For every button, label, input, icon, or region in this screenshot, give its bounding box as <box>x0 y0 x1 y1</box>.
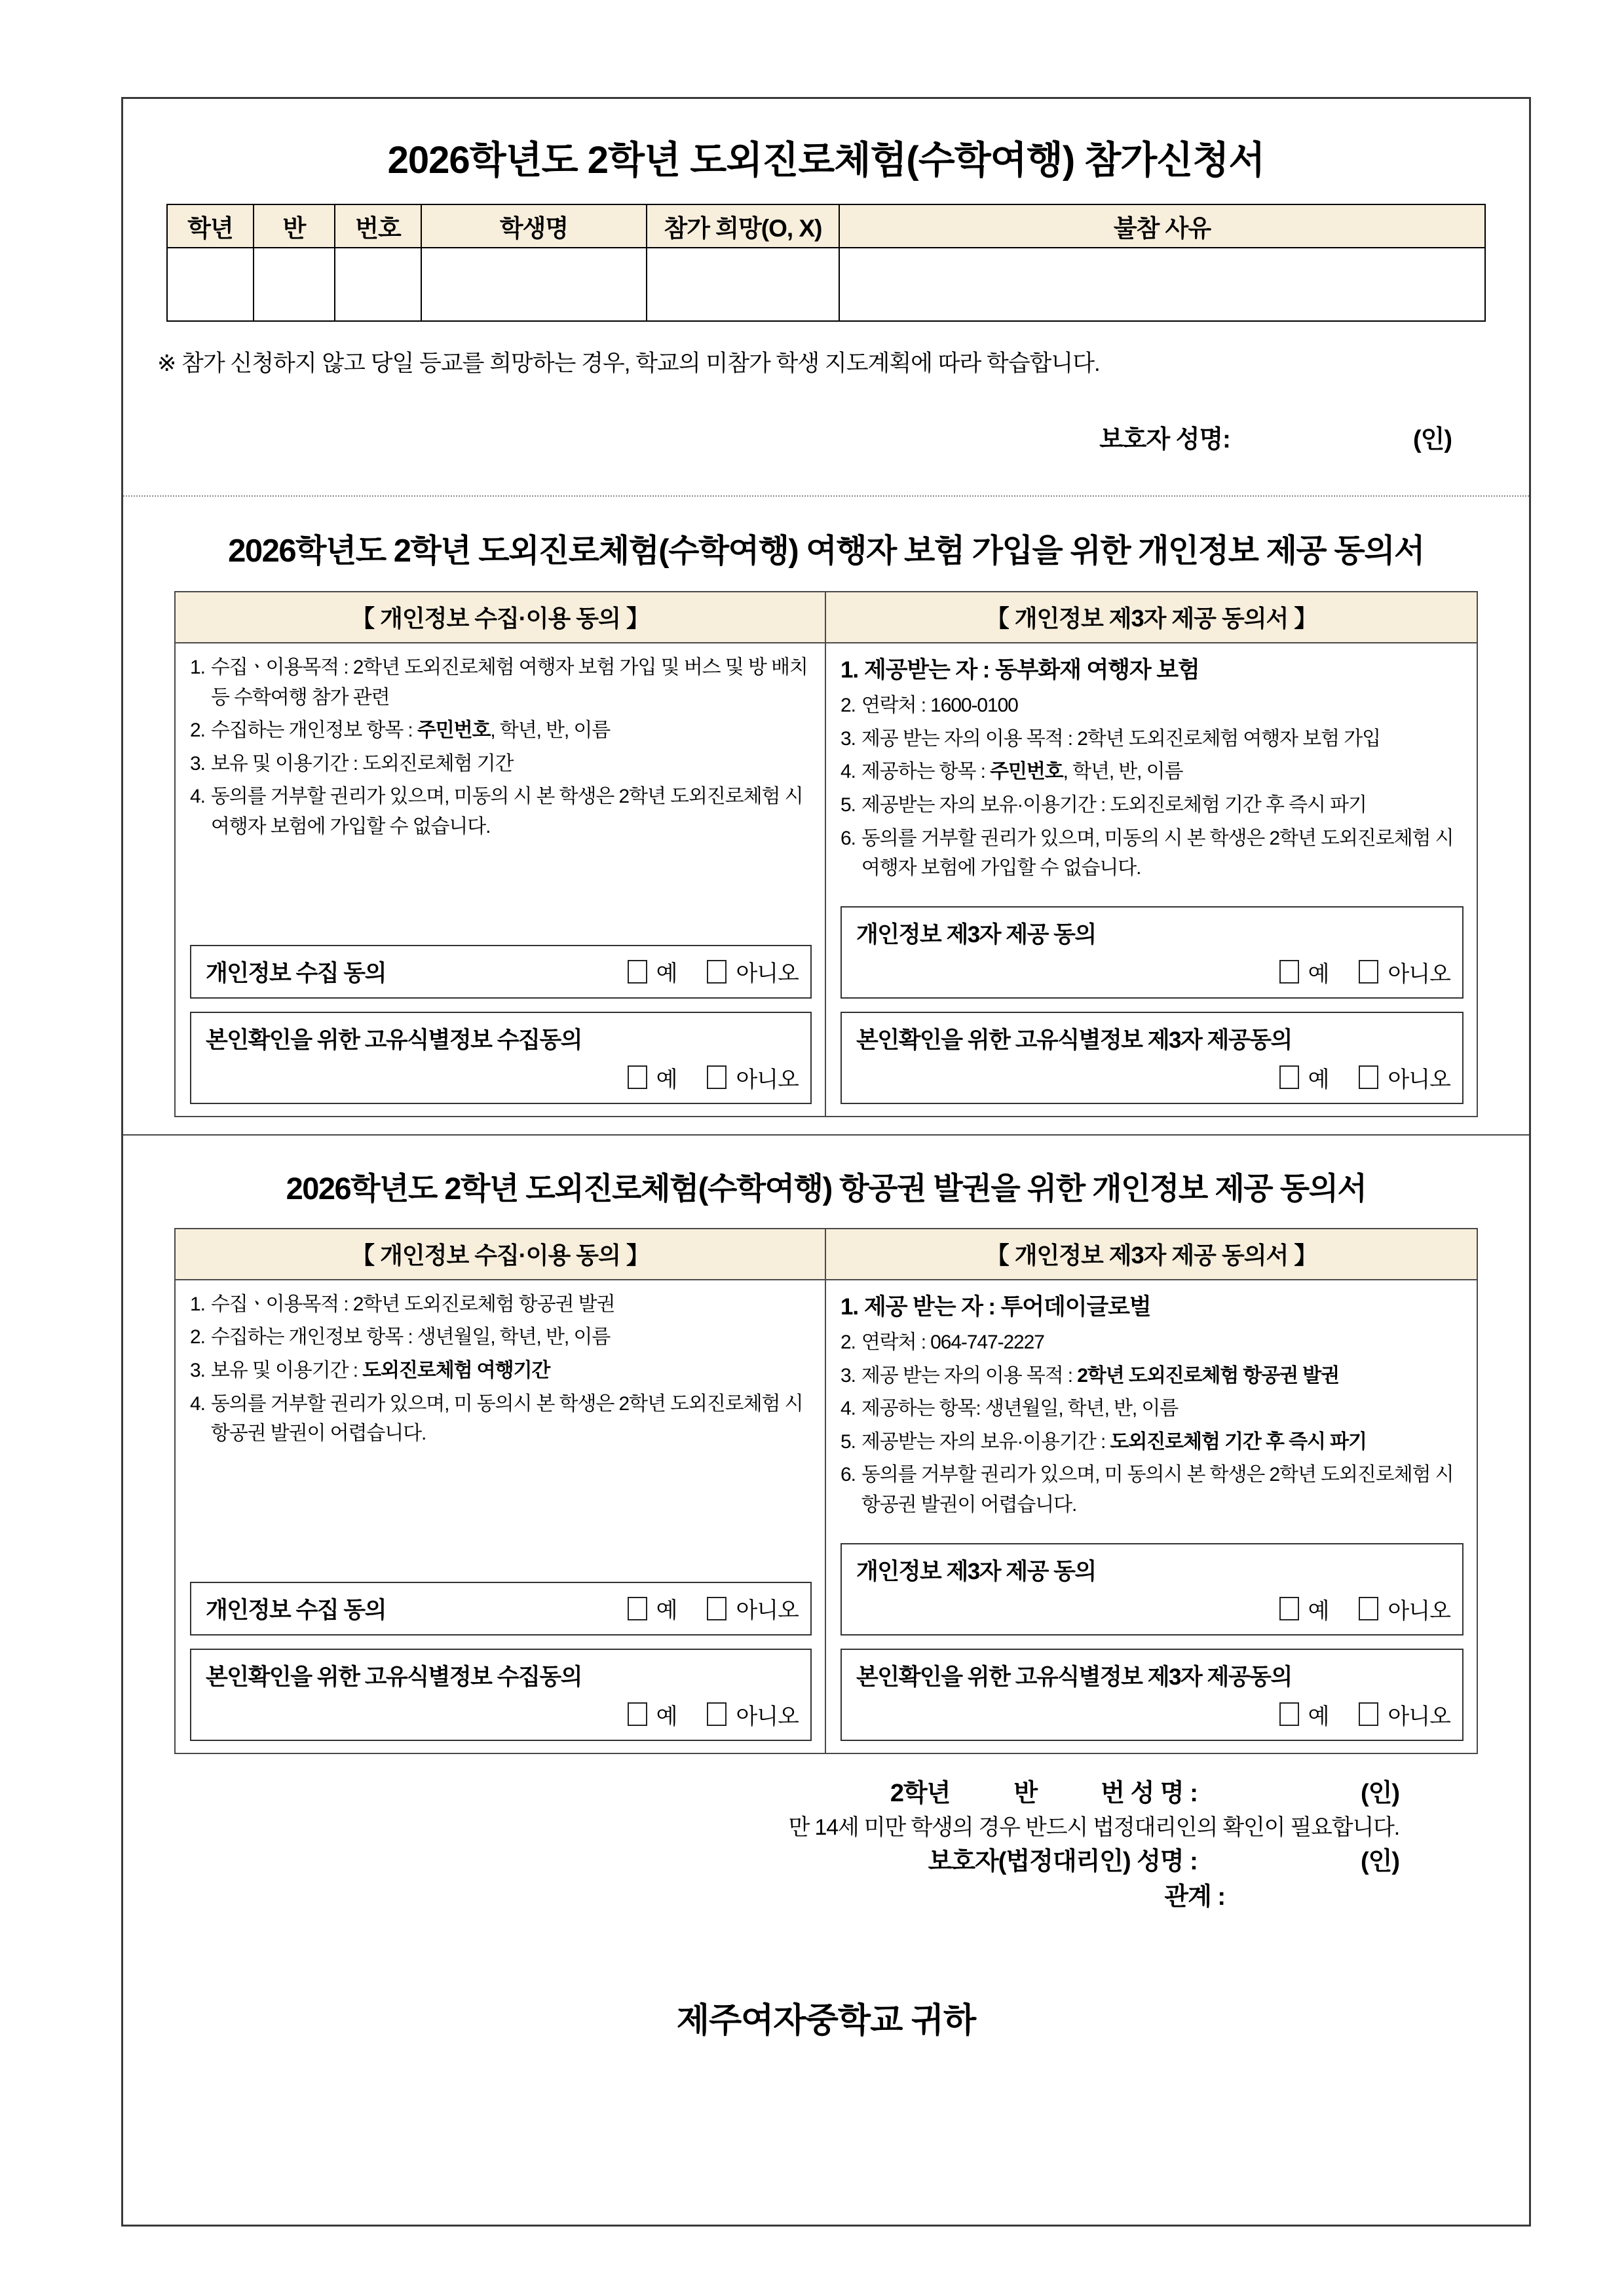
clause-item <box>190 782 812 841</box>
clause-item <box>840 653 1463 687</box>
clause-text: 수집ㆍ이용목적 : 2학년 도외진로체험 여행자 보험 가입 및 버스 및 방 배치 등 수학여행 참가 관련 <box>210 657 808 708</box>
school-footer: 제주여자중학교 귀하 <box>676 2002 976 2040</box>
signature-block <box>174 1754 1478 1916</box>
checkbox-icon[interactable] <box>1279 1065 1299 1089</box>
clause-item <box>840 790 1463 820</box>
clause-text: 동의를 거부할 권리가 있으며, 미 동의시 본 학생은 2학년 도외진로체험 시 항공권 발권이 어렵습니다. <box>210 1392 803 1445</box>
checkbox-yes[interactable] <box>628 1062 677 1094</box>
checkbox-icon[interactable] <box>1359 1597 1378 1620</box>
clause-text: 연락처 : 1600-0100 <box>861 695 1018 717</box>
clause-number: 5. <box>840 794 856 816</box>
insurance-thirdparty-consent-box <box>840 906 1463 999</box>
clause-text: 동의를 거부할 권리가 있으며, 미 동의시 본 학생은 2학년 도외진로체험 시 항공권 발권이 어렵습니다. <box>861 1464 1454 1516</box>
clause-number: 4. <box>190 786 205 808</box>
clause-item <box>840 1427 1463 1457</box>
clause-number: 2. <box>840 695 856 717</box>
clause-item <box>840 1394 1463 1424</box>
clause-text: 동의를 거부할 권리가 있으며, 미동의 시 본 학생은 2학년 도외진로체험 시 여행자 보험에 가입할 수 없습니다. <box>210 786 803 837</box>
option-label-no: 아니오 <box>736 1067 799 1092</box>
student-signature-line <box>174 1776 1478 1812</box>
insurance-unique-id-thirdparty-options <box>856 1062 1450 1094</box>
cell-number[interactable] <box>335 248 421 321</box>
clause-number: 1. <box>190 1293 205 1315</box>
insurance-thirdparty-checkboxes <box>826 893 1477 1116</box>
insurance-collect-clauses <box>176 643 825 932</box>
ticket-collect-consent-options <box>628 1592 799 1624</box>
clause-item <box>840 1361 1463 1391</box>
clause-item <box>840 1290 1463 1324</box>
insurance-collect-consent-label: 개인정보 수집 동의 <box>206 960 386 986</box>
col-header-grade: 학년 <box>167 204 254 248</box>
ticket-thirdparty-column <box>826 1229 1477 1753</box>
checkbox-no[interactable] <box>1359 1062 1450 1094</box>
clause-item <box>840 1328 1463 1358</box>
option-label-no: 아니오 <box>736 961 799 987</box>
checkbox-icon[interactable] <box>628 1065 647 1089</box>
clause-text: 제공하는 항목: 생년월일, 학년, 반, 이름 <box>861 1398 1179 1420</box>
clause-text: 수집하는 개인정보 항목 : 주민번호, 학년, 반, 이름 <box>210 719 611 742</box>
relation-line <box>174 1880 1478 1915</box>
clause-item <box>190 716 812 746</box>
insurance-unique-id-collect-options <box>206 1062 799 1094</box>
option-label-no: 아니오 <box>1388 1598 1450 1624</box>
clause-item <box>190 1356 812 1386</box>
insurance-thirdparty-header: 【 개인정보 제3자 제공 동의서 】 <box>826 592 1477 643</box>
clause-text: 연락처 : 064-747-2227 <box>861 1331 1044 1353</box>
clause-number: 3. <box>190 752 205 775</box>
checkbox-icon[interactable] <box>707 960 727 984</box>
col-header-reason: 불참 사유 <box>839 204 1485 248</box>
option-label-yes: 예 <box>1308 961 1329 987</box>
insurance-collect-consent-box <box>190 945 812 999</box>
checkbox-no[interactable] <box>1359 1698 1450 1731</box>
clause-number: 4. <box>190 1392 205 1415</box>
option-label-yes: 예 <box>656 1598 677 1623</box>
guardian-name-label: 보호자 성명: <box>1099 426 1230 453</box>
checkbox-icon[interactable] <box>1359 960 1378 984</box>
ticket-unique-id-thirdparty-label: 본인확인을 위한 고유식별정보 제3자 제공동의 <box>856 1664 1292 1690</box>
clause-number: 4. <box>840 761 856 783</box>
clause-text: 제공받는 자의 보유·이용기간 : 도외진로체험 기간 후 즉시 파기 <box>861 1430 1367 1453</box>
clause-number: 3. <box>840 727 856 750</box>
checkbox-yes[interactable] <box>1279 1062 1329 1094</box>
checkbox-no[interactable] <box>707 1592 799 1624</box>
clause-item <box>190 1290 812 1320</box>
checkbox-yes[interactable] <box>628 1592 677 1624</box>
option-label-no: 아니오 <box>1388 961 1450 987</box>
insurance-thirdparty-consent-options <box>856 956 1450 988</box>
clause-item <box>840 1460 1463 1520</box>
option-label-yes: 예 <box>1308 1704 1329 1729</box>
clause-text: 동의를 거부할 권리가 있으며, 미동의 시 본 학생은 2학년 도외진로체험 시 여행자 보험에 가입할 수 없습니다. <box>861 827 1454 879</box>
clause-number: 6. <box>840 827 856 849</box>
checkbox-icon[interactable] <box>1359 1065 1378 1089</box>
insurance-consent-section <box>123 497 1529 1136</box>
clause-text: 수집ㆍ이용목적 : 2학년 도외진로체험 항공권 발권 <box>210 1293 615 1315</box>
relation-label: 관계 : <box>1164 1883 1225 1911</box>
ticket-thirdparty-clauses <box>826 1280 1477 1530</box>
clause-number: 1. <box>190 657 205 678</box>
insurance-collect-column <box>176 592 826 1116</box>
option-label-no: 아니오 <box>736 1704 799 1729</box>
clause-text: 제공 받는 자의 이용 목적 : 2학년 도외진로체험 여행자 보험 가입 <box>861 727 1380 750</box>
clause-item <box>840 757 1463 787</box>
document-page <box>121 97 1531 2227</box>
guardian-signature-line <box>123 378 1529 495</box>
clause-number: 3. <box>190 1359 205 1381</box>
table-row <box>167 248 1485 321</box>
ticket-unique-id-thirdparty-box <box>840 1649 1463 1741</box>
legal-guardian-seal: (인) <box>1360 1848 1399 1876</box>
signature-seal: (인) <box>1360 1779 1399 1807</box>
insurance-unique-id-collect-box <box>190 1012 812 1104</box>
option-label-no: 아니오 <box>1388 1704 1450 1729</box>
ticket-thirdparty-consent-options <box>856 1593 1450 1625</box>
clause-text: 제공 받는 자의 이용 목적 : 2학년 도외진로체험 항공권 발권 <box>861 1364 1340 1387</box>
col-header-number: 번호 <box>335 204 421 248</box>
ticket-collect-consent-box <box>190 1582 812 1636</box>
ticket-thirdparty-header: 【 개인정보 제3자 제공 동의서 】 <box>826 1229 1477 1280</box>
checkbox-yes[interactable] <box>1279 1593 1329 1625</box>
checkbox-yes[interactable] <box>628 955 677 987</box>
clause-text: 보유 및 이용기간 : 도외진로체험 여행기간 <box>210 1359 550 1381</box>
checkbox-icon[interactable] <box>1279 1702 1299 1726</box>
clause-text: 수집하는 개인정보 항목 : 생년월일, 학년, 반, 이름 <box>210 1326 611 1349</box>
application-section <box>123 99 1529 497</box>
minor-notice: 만 14세 미만 학생의 경우 반드시 법정대리인의 확인이 필요합니다. <box>788 1815 1399 1841</box>
clause-item <box>190 1389 812 1449</box>
option-label-yes: 예 <box>656 1067 677 1092</box>
insurance-unique-id-thirdparty-label: 본인확인을 위한 고유식별정보 제3자 제공동의 <box>856 1027 1292 1053</box>
insurance-collect-consent-options <box>628 955 799 987</box>
clause-text: 제공받는 자의 보유·이용기간 : 도외진로체험 기간 후 즉시 파기 <box>861 794 1367 816</box>
insurance-collect-header: 【 개인정보 수집·이용 동의 】 <box>176 592 825 643</box>
applicant-table <box>166 204 1486 322</box>
option-label-yes: 예 <box>1308 1598 1329 1624</box>
clause-text: 제공 받는 자 : 투어데이글로벌 <box>864 1293 1151 1320</box>
checkbox-yes[interactable] <box>1279 956 1329 988</box>
clause-number: 3. <box>840 1364 856 1387</box>
signature-grade: 2학년 <box>890 1779 951 1807</box>
clause-number: 5. <box>840 1430 856 1453</box>
ticket-section-title: 2026학년도 2학년 도외진로체험(수학여행) 항공권 발권을 위한 개인정보 제공 동의서 <box>286 1170 1367 1206</box>
clause-number: 2. <box>190 1326 205 1349</box>
clause-item <box>190 749 812 779</box>
cell-student[interactable] <box>421 248 647 321</box>
cell-attend[interactable] <box>647 248 839 321</box>
insurance-collect-checkboxes <box>176 932 825 1116</box>
checkbox-yes[interactable] <box>1279 1698 1329 1731</box>
col-header-class: 반 <box>254 204 335 248</box>
clause-item <box>190 653 812 712</box>
checkbox-no[interactable] <box>707 955 799 987</box>
ticket-consent-section <box>123 1136 1529 2042</box>
cell-reason[interactable] <box>839 248 1485 321</box>
clause-number: 4. <box>840 1398 856 1420</box>
application-note: ※ 참가 신청하지 않고 당일 등교를 희망하는 경우, 학교의 미참가 학생 지도계획에 따라 학습합니다. <box>157 351 1100 376</box>
option-label-no: 아니오 <box>1388 1067 1450 1092</box>
clause-item <box>840 724 1463 754</box>
ticket-unique-id-thirdparty-options <box>856 1698 1450 1731</box>
option-label-yes: 예 <box>1308 1067 1329 1092</box>
ticket-collect-checkboxes <box>176 1569 825 1753</box>
checkbox-icon[interactable] <box>707 1702 727 1726</box>
ticket-thirdparty-checkboxes <box>826 1530 1477 1753</box>
signature-number-label: 번 <box>1101 1779 1125 1807</box>
checkbox-icon[interactable] <box>628 1597 647 1620</box>
option-label-yes: 예 <box>656 961 677 987</box>
checkbox-icon[interactable] <box>707 1065 727 1089</box>
ticket-thirdparty-consent-label: 개인정보 제3자 제공 동의 <box>856 1558 1096 1584</box>
signature-name-label: 성 명 : <box>1130 1779 1198 1807</box>
checkbox-no[interactable] <box>1359 956 1450 988</box>
ticket-consent-grid <box>174 1228 1478 1754</box>
checkbox-icon[interactable] <box>1279 1597 1299 1620</box>
ticket-unique-id-collect-label: 본인확인을 위한 고유식별정보 수집동의 <box>206 1664 582 1690</box>
clause-text: 보유 및 이용기간 : 도외진로체험 기간 <box>210 752 514 775</box>
checkbox-no[interactable] <box>1359 1593 1450 1625</box>
checkbox-icon[interactable] <box>628 1702 647 1726</box>
checkbox-yes[interactable] <box>628 1698 677 1731</box>
ticket-unique-id-collect-options <box>206 1698 799 1731</box>
clause-number: 6. <box>840 1464 856 1486</box>
checkbox-icon[interactable] <box>1279 960 1299 984</box>
checkbox-icon[interactable] <box>1359 1702 1378 1726</box>
checkbox-icon[interactable] <box>628 960 647 984</box>
option-label-no: 아니오 <box>736 1598 799 1623</box>
cell-class[interactable] <box>254 248 335 321</box>
legal-guardian-label: 보호자(법정대리인) 성명 : <box>928 1848 1198 1876</box>
col-header-student: 학생명 <box>421 204 647 248</box>
checkbox-no[interactable] <box>707 1698 799 1731</box>
guardian-seal-mark: (인) <box>1412 426 1452 453</box>
clause-item <box>840 824 1463 883</box>
table-header-row <box>167 204 1485 248</box>
insurance-thirdparty-clauses <box>826 643 1477 893</box>
clause-number: 2. <box>190 719 205 742</box>
clause-item <box>190 1322 812 1352</box>
ticket-collect-consent-label: 개인정보 수집 동의 <box>206 1597 386 1623</box>
ticket-collect-clauses <box>176 1280 825 1569</box>
checkbox-icon[interactable] <box>707 1597 727 1620</box>
clause-number: 1. <box>840 657 858 683</box>
insurance-consent-grid <box>174 591 1478 1117</box>
option-label-yes: 예 <box>656 1704 677 1729</box>
page-title: 2026학년도 2학년 도외진로체험(수학여행) 참가신청서 <box>387 139 1265 182</box>
clause-text: 제공받는 자 : 동부화재 여행자 보험 <box>864 657 1199 683</box>
clause-number: 1. <box>840 1293 858 1320</box>
insurance-section-title: 2026학년도 2학년 도외진로체험(수학여행) 여행자 보험 가입을 위한 개인정보 제공 동의서 <box>228 533 1424 569</box>
legal-guardian-signature-line <box>174 1845 1478 1880</box>
clause-text: 제공하는 항목 : 주민번호, 학년, 반, 이름 <box>861 761 1183 783</box>
ticket-thirdparty-consent-box <box>840 1543 1463 1636</box>
clause-number: 2. <box>840 1331 856 1353</box>
ticket-unique-id-collect-box <box>190 1649 812 1741</box>
cell-grade[interactable] <box>167 248 254 321</box>
ticket-collect-header: 【 개인정보 수집·이용 동의 】 <box>176 1229 825 1280</box>
checkbox-no[interactable] <box>707 1062 799 1094</box>
insurance-unique-id-collect-label: 본인확인을 위한 고유식별정보 수집동의 <box>206 1027 582 1053</box>
insurance-unique-id-thirdparty-box <box>840 1012 1463 1104</box>
signature-class-label: 반 <box>1013 1779 1038 1807</box>
ticket-collect-column <box>176 1229 826 1753</box>
col-header-attend: 참가 희망(O, X) <box>647 204 839 248</box>
clause-item <box>840 691 1463 721</box>
insurance-thirdparty-column <box>826 592 1477 1116</box>
insurance-thirdparty-consent-label: 개인정보 제3자 제공 동의 <box>856 921 1096 947</box>
